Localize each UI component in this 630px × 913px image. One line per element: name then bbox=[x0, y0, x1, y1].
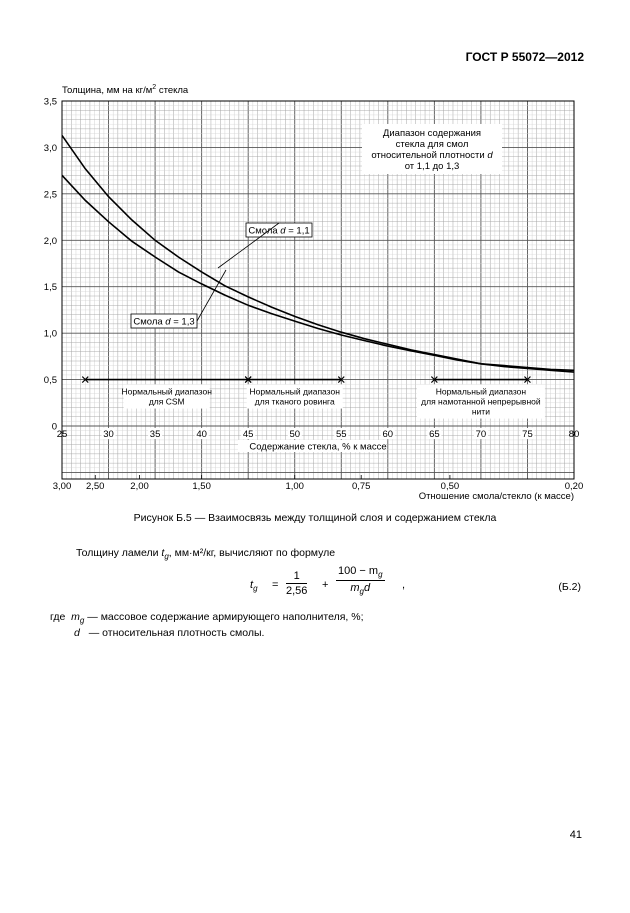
range-box-line-3: относительной плотности d bbox=[371, 150, 493, 161]
definition-mg: где $m_g$ — массовое содержание армирующего наполнителя, %; bbox=[50, 611, 364, 626]
x-tick-label: 80 bbox=[568, 429, 580, 440]
x-tick-label: 35 bbox=[149, 429, 161, 440]
series-label-2: Смола d = 1,3 bbox=[133, 316, 195, 328]
y-tick-label: 1,0 bbox=[43, 328, 57, 340]
formula-b2 bbox=[250, 565, 520, 611]
y-tick-label: 0,5 bbox=[43, 375, 57, 387]
range-label-2-line-2: для тканого ровинга bbox=[254, 396, 335, 407]
x2-tick-label: 2,50 bbox=[85, 481, 105, 492]
formula-equals: = bbox=[272, 579, 279, 591]
range-label-1-line-1: Нормальный диапазон bbox=[121, 386, 212, 397]
variable-definitions bbox=[50, 611, 363, 639]
page-number: 41 bbox=[569, 829, 582, 841]
range-box-line-2: стекла для смол bbox=[395, 139, 469, 150]
formula-end: , bbox=[402, 579, 406, 591]
y-tick-label: 1,5 bbox=[43, 282, 57, 294]
range-label-2-line-1: Нормальный диапазон bbox=[249, 386, 340, 397]
x2-tick-label: 0,50 bbox=[440, 481, 460, 492]
y-axis-label: Толщина, мм на $кг/м^2$ стекла bbox=[62, 84, 189, 96]
range-label-1-line-2: для CSM bbox=[148, 396, 185, 407]
formula-lhs: $t_g$ bbox=[250, 579, 258, 594]
x2-tick-label: 3,00 bbox=[52, 481, 72, 492]
y-tick-label: 0 bbox=[51, 421, 57, 433]
x2-axis-label: Отношение смола/стекло (к массе) bbox=[418, 491, 574, 502]
range-label-3-line-3: нити bbox=[471, 406, 490, 417]
equation-number: (Б.2) bbox=[558, 581, 581, 593]
x2-tick-label: 2,00 bbox=[130, 481, 149, 492]
x2-tick-label: 1,50 bbox=[192, 481, 211, 492]
x-tick-label: 45 bbox=[242, 429, 254, 440]
range-box-line-4: от 1,1 до 1,3 bbox=[404, 161, 460, 172]
definition-d: d — относительная плотность смолы. bbox=[74, 627, 265, 640]
x-axis-label: Содержание стекла, % к массе bbox=[249, 441, 387, 453]
x2-tick-label: 0,75 bbox=[351, 481, 371, 492]
x2-tick-label: 1,00 bbox=[285, 481, 304, 492]
range-label-3-line-2: для намотанной непрерывной bbox=[421, 396, 541, 407]
y-tick-label: 2,0 bbox=[43, 235, 57, 247]
y-tick-label: 3,0 bbox=[43, 142, 57, 154]
x-tick-label: 50 bbox=[289, 429, 301, 440]
x-tick-label: 60 bbox=[382, 429, 394, 440]
x-tick-label: 75 bbox=[522, 429, 533, 440]
x-tick-label: 30 bbox=[103, 429, 114, 440]
range-label-3-line-1: Нормальный диапазон bbox=[435, 386, 527, 397]
figure-caption: Рисунок Б.5 — Взаимосвязь между толщиной слоя и содержанием стекла bbox=[133, 512, 497, 524]
formula-intro: Толщину ламели $t_g$, мм·м²/кг, вычисляют по формуле bbox=[76, 547, 336, 562]
formula-fraction-2: $100 - m_g$ $m_gd$ bbox=[338, 565, 383, 597]
y-tick-label: 2,5 bbox=[43, 189, 57, 201]
x-tick-label: 65 bbox=[429, 429, 440, 440]
standard-header: ГОСТ Р 55072—2012 bbox=[465, 50, 584, 64]
range-box-line-1: Диапазон содержания bbox=[382, 128, 482, 139]
x2-tick-label: 0,20 bbox=[564, 481, 584, 492]
formula-plus: + bbox=[322, 579, 329, 591]
x-tick-label: 40 bbox=[196, 429, 207, 440]
series-label-1: Смола d = 1,1 bbox=[248, 225, 310, 237]
formula-fraction-1: $\frac{1}{2,56}$ bbox=[286, 570, 308, 597]
x-tick-label: 25 bbox=[56, 429, 68, 440]
y-tick-label: 3,5 bbox=[43, 96, 57, 108]
x-tick-label: 55 bbox=[335, 429, 347, 440]
x-tick-label: 70 bbox=[475, 429, 487, 440]
